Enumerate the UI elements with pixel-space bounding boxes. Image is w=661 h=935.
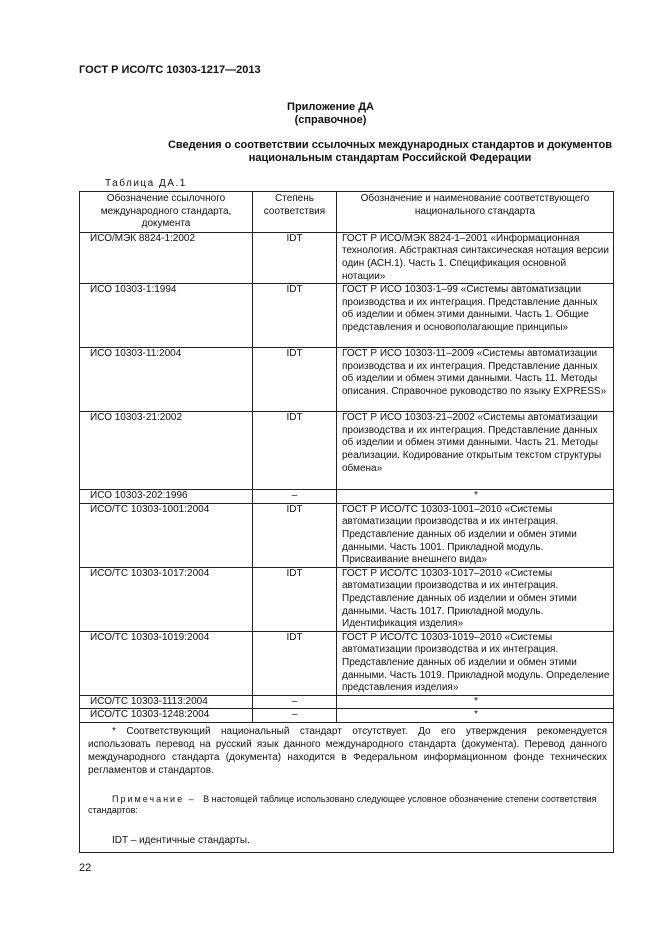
table-header-row (80, 192, 614, 233)
idt-definition: IDT – идентичные стандарты. (112, 834, 250, 846)
table-row (80, 695, 614, 709)
ref-cell: ИСО 10303-1:1994 (80, 284, 253, 348)
degree-cell: IDT (253, 232, 337, 283)
appendix-subtitle (100, 139, 661, 165)
ref-cell: ИСО 10303-21:2002 (80, 412, 253, 490)
national-cell: ГОСТ Р ИСО/ТС 10303-1001–2010 «Системы автоматизации производства и их интеграция. Представление данных об изделии и обмен этими данными. Часть 1001. Прикладной модуль. Присваивание внешнего вида» (337, 503, 614, 567)
footnote-cell (80, 722, 614, 852)
degree-cell: – (253, 709, 337, 723)
table-row (80, 412, 614, 490)
table-label: Таблица ДА.1 (105, 178, 187, 189)
column-header-national: Обозначение и наименование соответствующего национального стандарта (337, 192, 614, 233)
correspondence-table (79, 191, 614, 853)
national-cell: * (337, 709, 614, 723)
degree-cell: IDT (253, 284, 337, 348)
national-cell: ГОСТ Р ИСО 10303-1–99 «Системы автоматизации производства и их интеграция. Представление данных об изделии и обмен этими данными. Часть 1. Общие представления и основополагающие принципы» (337, 284, 614, 348)
degree-cell: – (253, 490, 337, 504)
document-header: ГОСТ Р ИСО/ТС 10303-1217—2013 (79, 64, 261, 76)
degree-cell: IDT (253, 567, 337, 631)
footnote-text: * Соответствующий национальный стандарт отсутствует. До его утверждения рекомендуется использовать перевод на русский язык данного международного стандарта (документа). Перевод данного международного стандарта (документа) находится в Федеральном информационном фонде технических регламентов и стандартов. (88, 725, 607, 776)
degree-cell: – (253, 695, 337, 709)
national-cell: * (337, 695, 614, 709)
national-cell: ГОСТ Р ИСО 10303-11–2009 «Системы автоматизации производства и их интеграция. Представление данных об изделии и обмен этими данными. Часть 11. Методы описания. Справочное руководство по языку EXPRESS» (337, 348, 614, 412)
ref-cell: ИСО/ТС 10303-1019:2004 (80, 631, 253, 695)
national-cell: ГОСТ Р ИСО/ТС 10303-1017–2010 «Системы автоматизации производства и их интеграция. Представление данных об изделии и обмен этими данными. Часть 1017. Прикладной модуль. Идентификация изделия» (337, 567, 614, 631)
note-text: В настоящей таблице использовано следующее условное обозначение степени соответствия стандартов: (88, 793, 597, 815)
degree-cell: IDT (253, 631, 337, 695)
ref-cell: ИСО 10303-202:1996 (80, 490, 253, 504)
ref-cell: ИСО/ТС 10303-1017:2004 (80, 567, 253, 631)
national-cell: ГОСТ Р ИСО 10303-21–2002 «Системы автоматизации производства и их интеграция. Представление данных об изделии и обмен этими данными. Часть 21. Методы реализации. Кодирование открытым текстом структуры обмена» (337, 412, 614, 490)
table-row (80, 490, 614, 504)
table-footnote-row (80, 722, 614, 852)
national-cell: ГОСТ Р ИСО/ТС 10303-1019–2010 «Системы автоматизации производства и их интеграция. Представление данных об изделии и обмен этими данными. Часть 1019. Прикладной модуль. Определение представления изделия» (337, 631, 614, 695)
national-cell: * (337, 490, 614, 504)
page-number: 22 (79, 862, 92, 874)
table-row (80, 284, 614, 348)
subtitle-line-1: Сведения о соответствии ссылочных международных стандартов и документов (167, 139, 613, 151)
table-note (88, 794, 607, 816)
ref-cell: ИСО/ТС 10303-1248:2004 (80, 709, 253, 723)
table-row (80, 631, 614, 695)
table-row (80, 232, 614, 283)
table-row (80, 567, 614, 631)
column-header-ref: Обозначение ссылочного международного стандарта, документа (80, 192, 253, 233)
ref-cell: ИСО/ТС 10303-1113:2004 (80, 695, 253, 709)
table-row (80, 709, 614, 723)
column-header-degree: Степень соответствия (253, 192, 337, 233)
note-label: Примечание – (112, 793, 196, 804)
appendix-heading (0, 101, 661, 127)
degree-cell: IDT (253, 348, 337, 412)
appendix-type: (справочное) (294, 114, 367, 126)
ref-cell: ИСО/ТС 10303-1001:2004 (80, 503, 253, 567)
national-cell: ГОСТ Р ИСО/МЭК 8824-1–2001 «Информационная технология. Абстрактная синтаксическая нотация версии один (АСН.1). Часть 1. Спецификация основной нотации» (337, 232, 614, 283)
table-row (80, 503, 614, 567)
ref-cell: ИСО/МЭК 8824-1:2002 (80, 232, 253, 283)
table-row (80, 348, 614, 412)
degree-cell: IDT (253, 412, 337, 490)
subtitle-line-2: национальным стандартам Российской Федерации (248, 152, 532, 164)
appendix-title: Приложение ДА (287, 101, 374, 113)
degree-cell: IDT (253, 503, 337, 567)
ref-cell: ИСО 10303-11:2004 (80, 348, 253, 412)
